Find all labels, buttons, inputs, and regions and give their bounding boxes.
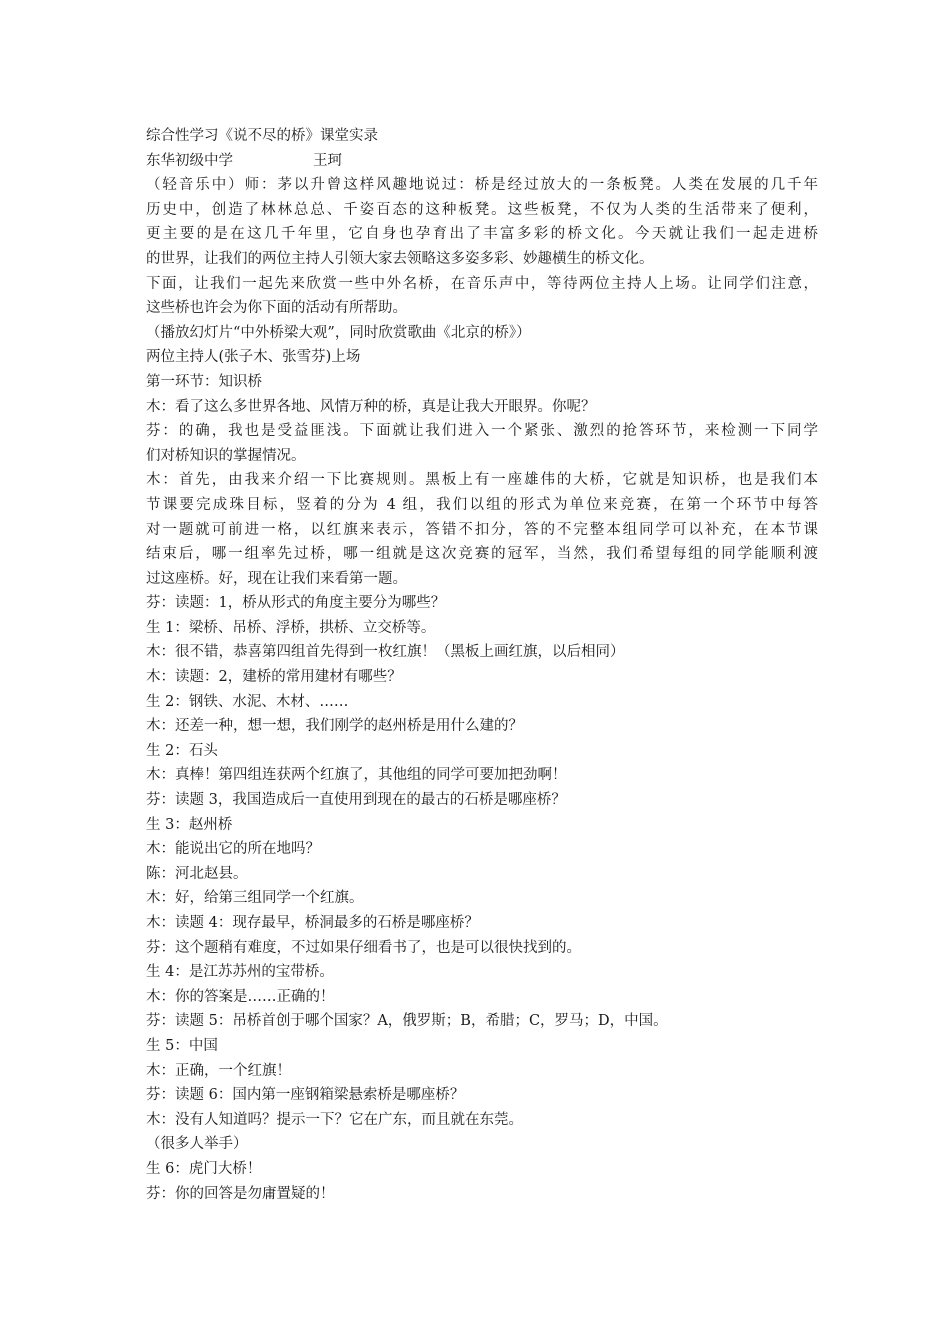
transcript-line: 芬：读题 5：吊桥首创于哪个国家？A，俄罗斯；B，希腊；C，罗马；D，中国。 xyxy=(146,1013,668,1030)
transcript-line: 芬：的确，我也是受益匪浅。下面就让我们进入一个紧张、激烈的抢答环节，来检测一下同学 xyxy=(146,423,818,440)
transcript-line: 生 3：赵州桥 xyxy=(146,816,233,833)
transcript-line: 芬：这个题稍有难度，不过如果仔细看书了，也是可以很快找到的。 xyxy=(146,939,581,956)
transcript-line: 生 2：石头 xyxy=(146,742,218,759)
transcript-line: 木：读题 4：现存最早，桥洞最多的石桥是哪座桥？ xyxy=(146,915,479,931)
transcript-line: 生 1：梁桥、吊桥、浮桥，拱桥、立交桥等。 xyxy=(146,619,436,636)
transcript-line: 节课要完成珠目标，竖着的分为 4 组，我们以组的形式为单位来竞赛，在第一个环节中每答 xyxy=(146,496,818,513)
transcript-line: （播放幻灯片“中外桥梁大观”，同时欣赏歌曲《北京的桥》） xyxy=(146,324,531,341)
transcript-line: 木：没有人知道吗？提示一下？它在广东，而且就在东莞。 xyxy=(146,1111,523,1128)
transcript-line: 芬：你的回答是勿庸置疑的！ xyxy=(146,1185,335,1202)
transcript-line: 结束后，哪一组率先过桥，哪一组就是这次竞赛的冠军，当然，我们希望每组的同学能顺利渡 xyxy=(146,546,818,563)
transcript-line: 这些桥也许会为你下面的活动有所帮助。 xyxy=(146,300,407,317)
transcript-line: 对一题就可前进一格，以红旗来表示，答错不扣分，答的不完整本组同学可以补充，在本节课 xyxy=(146,521,818,538)
transcript-lines xyxy=(146,173,818,1206)
school-name: 东华初级中学 xyxy=(146,152,233,169)
transcript-line: 历史中，创造了林林总总、千姿百态的这种板凳。这些板凳，不仅为人类的生活带来了便利， xyxy=(146,201,818,218)
transcript-line: 木：正确，一个红旗！ xyxy=(146,1062,291,1079)
transcript-line: 木：读题：2，建桥的常用建材有哪些？ xyxy=(146,669,402,686)
author-line xyxy=(146,149,818,174)
transcript-line: 过这座桥。好，现在让我们来看第一题。 xyxy=(146,570,407,587)
transcript-line: 木：真棒！第四组连获两个红旗了，其他组的同学可要加把劲啊！ xyxy=(146,767,567,784)
transcript-line: 生 2：钢铁、水泥、木材、…… xyxy=(146,693,349,710)
transcript-line: 更主要的是在这几千年里，它自身也孕育出了丰富多彩的桥文化。今天就让我们一起走进桥 xyxy=(146,226,818,243)
transcript-line: 芬：读题 6：国内第一座钢箱梁悬索桥是哪座桥？ xyxy=(146,1087,465,1104)
transcript-line: 木：看了这么多世界各地、风情万种的桥，真是让我大开眼界。你呢？ xyxy=(146,398,596,415)
transcript-line: 两位主持人(张子木、张雪芬)上场 xyxy=(146,349,361,366)
document-title: 综合性学习《说不尽的桥》课堂实录 xyxy=(146,128,378,144)
transcript-line: 的世界，让我们的两位主持人引领大家去领略这多姿多彩、妙趣横生的桥文化。 xyxy=(146,250,654,267)
transcript-line: 下面，让我们一起先来欣赏一些中外名桥，在音乐声中，等待两位主持人上场。让同学们注意， xyxy=(146,275,818,292)
transcript-line: 们对桥知识的掌握情况。 xyxy=(146,447,306,464)
transcript-line: 木：还差一种，想一想，我们刚学的赵州桥是用什么建的？ xyxy=(146,718,523,735)
transcript-line: 木：好，给第三组同学一个红旗。 xyxy=(146,890,364,907)
transcript-line: 木：很不错，恭喜第四组首先得到一枚红旗！（黑板上画红旗，以后相同） xyxy=(146,644,625,661)
document-body xyxy=(146,124,818,1206)
transcript-line: 生 5：中国 xyxy=(146,1037,218,1054)
transcript-line: 木：能说出它的所在地吗？ xyxy=(146,841,320,858)
transcript-line: 芬：读题：1，桥从形式的角度主要分为哪些？ xyxy=(146,595,446,612)
transcript-line: （轻音乐中）师：茅以升曾这样风趣地说过：桥是经过放大的一条板凳。人类在发展的几千年 xyxy=(146,177,818,194)
transcript-line: 木：首先，由我来介绍一下比赛规则。黑板上有一座雄伟的大桥，它就是知识桥，也是我们本 xyxy=(146,472,818,489)
transcript-line: 陈：河北赵县。 xyxy=(146,865,248,882)
transcript-line: 木：你的答案是……正确的！ xyxy=(146,988,335,1005)
transcript-line: 第一环节：知识桥 xyxy=(146,373,262,390)
author-name: 王珂 xyxy=(313,152,342,169)
transcript-line: 芬：读题 3，我国造成后一直使用到现在的最古的石桥是哪座桥？ xyxy=(146,792,566,809)
transcript-line: 生 6：虎门大桥！ xyxy=(146,1160,262,1177)
transcript-line: （很多人举手） xyxy=(146,1136,248,1153)
transcript-line: 生 4：是江苏苏州的宝带桥。 xyxy=(146,964,334,981)
